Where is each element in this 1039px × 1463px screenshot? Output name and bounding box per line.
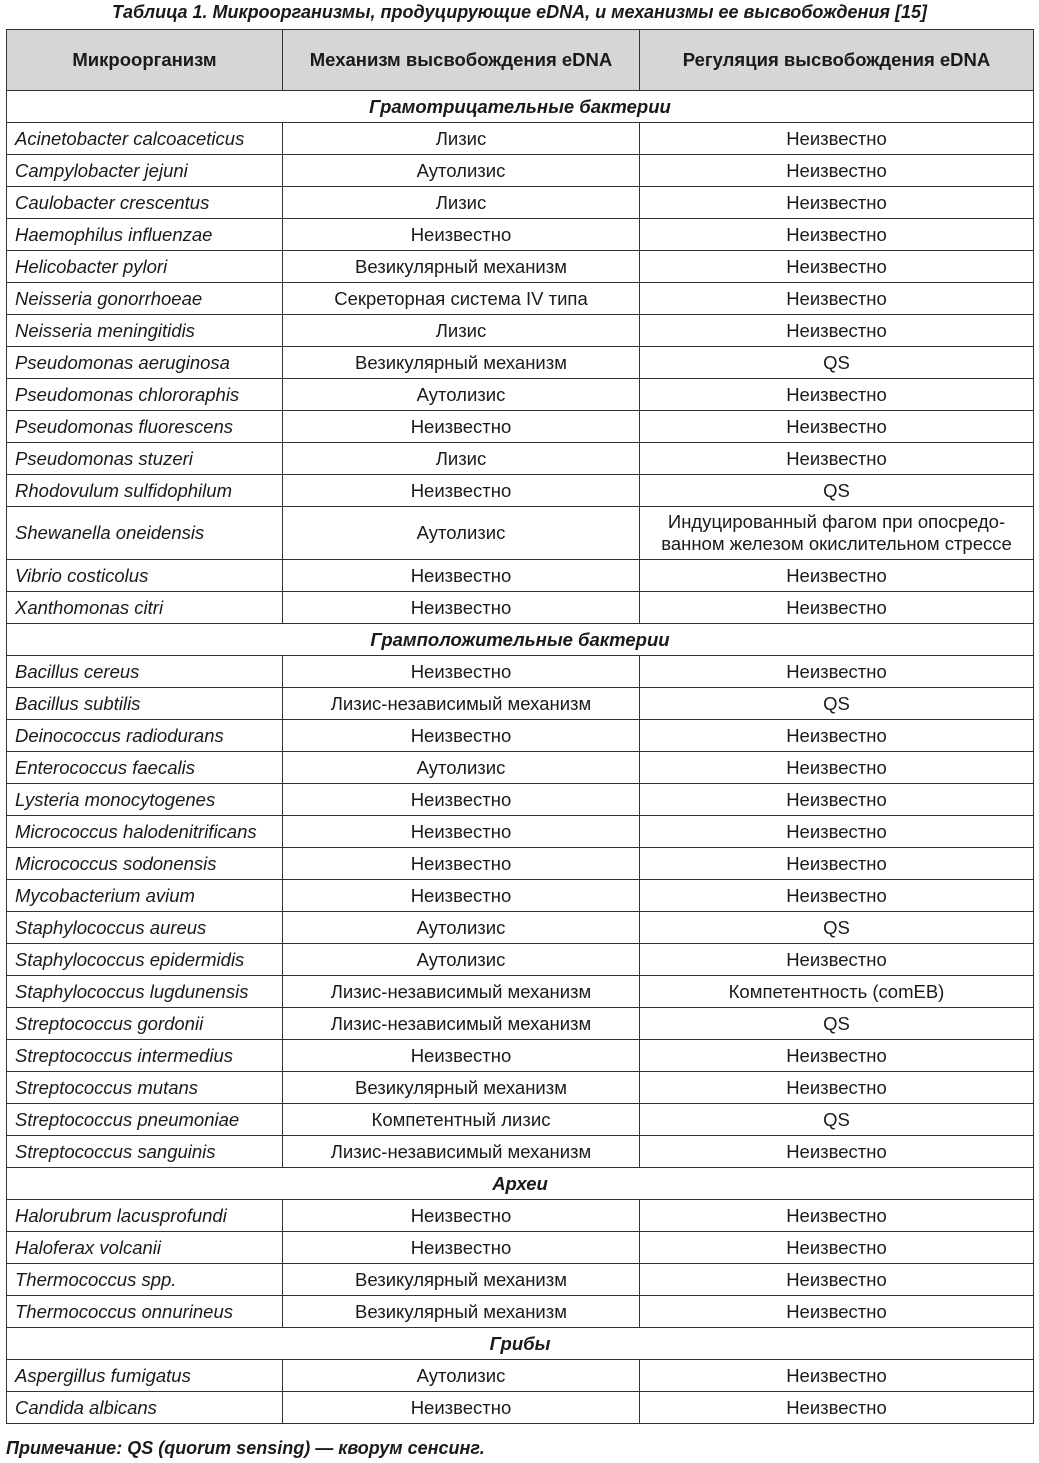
organism-cell: Micrococcus halodenitrificans: [7, 816, 283, 848]
organism-cell: Pseudomonas chlororaphis: [7, 379, 283, 411]
table-row: [7, 720, 1034, 752]
header-organism: Микроорганизм: [7, 30, 283, 91]
regulation-cell: Неизвестно: [640, 752, 1034, 784]
table-row: [7, 155, 1034, 187]
organism-cell: Bacillus cereus: [7, 656, 283, 688]
organism-cell: Bacillus subtilis: [7, 688, 283, 720]
organism-cell: Haemophilus influenzae: [7, 219, 283, 251]
mechanism-cell: Лизис: [283, 123, 640, 155]
mechanism-cell: Неизвестно: [283, 1040, 640, 1072]
organism-cell: Candida albicans: [7, 1392, 283, 1424]
mechanism-cell: Везикулярный механизм: [283, 1296, 640, 1328]
mechanism-cell: Секреторная система IV типа: [283, 283, 640, 315]
table-row: [7, 784, 1034, 816]
organism-cell: Pseudomonas stuzeri: [7, 443, 283, 475]
organism-cell: Thermococcus onnurineus: [7, 1296, 283, 1328]
table-row: [7, 912, 1034, 944]
organism-cell: Pseudomonas aeruginosa: [7, 347, 283, 379]
table-row: [7, 347, 1034, 379]
regulation-cell: Неизвестно: [640, 1360, 1034, 1392]
header-regulation: Регуляция высвобождения eDNA: [640, 30, 1034, 91]
table-row: [7, 379, 1034, 411]
mechanism-cell: Компетентный лизис: [283, 1104, 640, 1136]
regulation-cell: Неизвестно: [640, 944, 1034, 976]
table-row: [7, 1392, 1034, 1424]
organism-cell: Streptococcus intermedius: [7, 1040, 283, 1072]
mechanism-cell: Неизвестно: [283, 1392, 640, 1424]
regulation-cell: Неизвестно: [640, 443, 1034, 475]
organism-cell: Mycobacterium avium: [7, 880, 283, 912]
regulation-cell: Неизвестно: [640, 816, 1034, 848]
organism-cell: Thermococcus spp.: [7, 1264, 283, 1296]
organism-cell: Staphylococcus lugdunensis: [7, 976, 283, 1008]
regulation-cell: Неизвестно: [640, 880, 1034, 912]
mechanism-cell: Неизвестно: [283, 592, 640, 624]
organism-cell: Shewanella oneidensis: [7, 507, 283, 560]
organism-cell: Pseudomonas fluorescens: [7, 411, 283, 443]
regulation-cell: Неизвестно: [640, 592, 1034, 624]
mechanism-cell: Неизвестно: [283, 1200, 640, 1232]
mechanism-cell: Везикулярный механизм: [283, 1264, 640, 1296]
regulation-cell: Неизвестно: [640, 283, 1034, 315]
table-row: [7, 944, 1034, 976]
group-header-row: [7, 624, 1034, 656]
header-mechanism: Механизм высвобождения eDNA: [283, 30, 640, 91]
group-title: Грамотрицательные бактерии: [7, 91, 1034, 123]
table-row: [7, 1296, 1034, 1328]
table-row: [7, 1360, 1034, 1392]
mechanism-cell: Неизвестно: [283, 1232, 640, 1264]
regulation-cell: QS: [640, 912, 1034, 944]
regulation-cell: Неизвестно: [640, 848, 1034, 880]
organism-cell: Staphylococcus aureus: [7, 912, 283, 944]
regulation-cell: Неизвестно: [640, 1136, 1034, 1168]
mechanism-cell: Неизвестно: [283, 720, 640, 752]
regulation-cell: Неизвестно: [640, 1072, 1034, 1104]
table-row: [7, 123, 1034, 155]
group-title: Археи: [7, 1168, 1034, 1200]
regulation-cell: Компетентность (comEB): [640, 976, 1034, 1008]
regulation-cell: Неизвестно: [640, 155, 1034, 187]
organism-cell: Lysteria monocytogenes: [7, 784, 283, 816]
organism-cell: Streptococcus pneumoniae: [7, 1104, 283, 1136]
table-row: [7, 411, 1034, 443]
mechanism-cell: Аутолизис: [283, 379, 640, 411]
table-row: [7, 1008, 1034, 1040]
regulation-cell: Неизвестно: [640, 656, 1034, 688]
regulation-cell: Неизвестно: [640, 1264, 1034, 1296]
table-row: [7, 560, 1034, 592]
mechanism-cell: Аутолизис: [283, 912, 640, 944]
regulation-cell: Неизвестно: [640, 315, 1034, 347]
group-title: Грибы: [7, 1328, 1034, 1360]
regulation-cell: QS: [640, 1008, 1034, 1040]
table-body: [7, 91, 1034, 1424]
table-row: [7, 656, 1034, 688]
organism-cell: Vibrio costicolus: [7, 560, 283, 592]
table-row: [7, 752, 1034, 784]
organism-cell: Streptococcus gordonii: [7, 1008, 283, 1040]
organism-cell: Helicobacter pylori: [7, 251, 283, 283]
table-row: [7, 880, 1034, 912]
table-row: [7, 219, 1034, 251]
regulation-cell: Неизвестно: [640, 720, 1034, 752]
mechanism-cell: Неизвестно: [283, 560, 640, 592]
mechanism-cell: Лизис: [283, 315, 640, 347]
mechanism-cell: Неизвестно: [283, 816, 640, 848]
organism-cell: Acinetobacter calcoaceticus: [7, 123, 283, 155]
table-row: [7, 1136, 1034, 1168]
table-row: [7, 688, 1034, 720]
mechanism-cell: Везикулярный механизм: [283, 1072, 640, 1104]
organism-cell: Streptococcus mutans: [7, 1072, 283, 1104]
regulation-cell: Неизвестно: [640, 784, 1034, 816]
organism-cell: Streptococcus sanguinis: [7, 1136, 283, 1168]
mechanism-cell: Аутолизис: [283, 507, 640, 560]
regulation-cell: Неизвестно: [640, 187, 1034, 219]
organism-cell: Micrococcus sodonensis: [7, 848, 283, 880]
mechanism-cell: Аутолизис: [283, 752, 640, 784]
regulation-cell: Неизвестно: [640, 219, 1034, 251]
mechanism-cell: Лизис-независимый механизм: [283, 976, 640, 1008]
table-row: [7, 283, 1034, 315]
microorganisms-table: [6, 29, 1034, 1424]
regulation-cell: QS: [640, 347, 1034, 379]
table-row: [7, 475, 1034, 507]
table-row: [7, 251, 1034, 283]
mechanism-cell: Аутолизис: [283, 155, 640, 187]
table-header-row: [7, 30, 1034, 91]
mechanism-cell: Неизвестно: [283, 880, 640, 912]
mechanism-cell: Неизвестно: [283, 784, 640, 816]
organism-cell: Campylobacter jejuni: [7, 155, 283, 187]
group-header-row: [7, 91, 1034, 123]
group-title: Грамположительные бактерии: [7, 624, 1034, 656]
regulation-cell: Неизвестно: [640, 1392, 1034, 1424]
mechanism-cell: Неизвестно: [283, 656, 640, 688]
mechanism-cell: Неизвестно: [283, 411, 640, 443]
mechanism-cell: Неизвестно: [283, 475, 640, 507]
regulation-cell: Неизвестно: [640, 251, 1034, 283]
mechanism-cell: Лизис-независимый механизм: [283, 1008, 640, 1040]
regulation-cell: Неизвестно: [640, 560, 1034, 592]
table-row: [7, 1072, 1034, 1104]
regulation-cell: Неизвестно: [640, 1040, 1034, 1072]
organism-cell: Neisseria gonorrhoeae: [7, 283, 283, 315]
table-row: [7, 1040, 1034, 1072]
regulation-cell: Неизвестно: [640, 1200, 1034, 1232]
organism-cell: Neisseria meningitidis: [7, 315, 283, 347]
table-row: [7, 315, 1034, 347]
organism-cell: Halorubrum lacusprofundi: [7, 1200, 283, 1232]
mechanism-cell: Лизис: [283, 443, 640, 475]
table-row: [7, 976, 1034, 1008]
mechanism-cell: Аутолизис: [283, 944, 640, 976]
organism-cell: Xanthomonas citri: [7, 592, 283, 624]
regulation-cell: QS: [640, 475, 1034, 507]
regulation-cell: QS: [640, 1104, 1034, 1136]
regulation-cell: Индуцированный фагом при опосредо-ванном железом окислительном стрессе: [640, 507, 1034, 560]
organism-cell: Aspergillus fumigatus: [7, 1360, 283, 1392]
regulation-cell: Неизвестно: [640, 411, 1034, 443]
table-row: [7, 507, 1034, 560]
regulation-cell: Неизвестно: [640, 379, 1034, 411]
group-header-row: [7, 1328, 1034, 1360]
regulation-cell: Неизвестно: [640, 1296, 1034, 1328]
table-row: [7, 1264, 1034, 1296]
organism-cell: Enterococcus faecalis: [7, 752, 283, 784]
organism-cell: Haloferax volcanii: [7, 1232, 283, 1264]
organism-cell: Deinococcus radiodurans: [7, 720, 283, 752]
table-row: [7, 848, 1034, 880]
table-caption: Таблица 1. Микроорганизмы, продуцирующие eDNA, и механизмы ее высвобождения [15]: [111, 2, 928, 22]
mechanism-cell: Лизис-независимый механизм: [283, 1136, 640, 1168]
mechanism-cell: Лизис: [283, 187, 640, 219]
organism-cell: Caulobacter crescentus: [7, 187, 283, 219]
mechanism-cell: Неизвестно: [283, 219, 640, 251]
regulation-cell: Неизвестно: [640, 1232, 1034, 1264]
table-row: [7, 1232, 1034, 1264]
mechanism-cell: Неизвестно: [283, 848, 640, 880]
table-row: [7, 1200, 1034, 1232]
table-note: Примечание: QS (quorum sensing) — кворум сенсинг.: [6, 1438, 485, 1458]
regulation-cell: QS: [640, 688, 1034, 720]
table-row: [7, 187, 1034, 219]
table-row: [7, 592, 1034, 624]
regulation-cell: Неизвестно: [640, 123, 1034, 155]
table-row: [7, 443, 1034, 475]
organism-cell: Rhodovulum sulfidophilum: [7, 475, 283, 507]
group-header-row: [7, 1168, 1034, 1200]
table-row: [7, 816, 1034, 848]
organism-cell: Staphylococcus epidermidis: [7, 944, 283, 976]
mechanism-cell: Аутолизис: [283, 1360, 640, 1392]
mechanism-cell: Лизис-независимый механизм: [283, 688, 640, 720]
table-row: [7, 1104, 1034, 1136]
mechanism-cell: Везикулярный механизм: [283, 347, 640, 379]
mechanism-cell: Везикулярный механизм: [283, 251, 640, 283]
